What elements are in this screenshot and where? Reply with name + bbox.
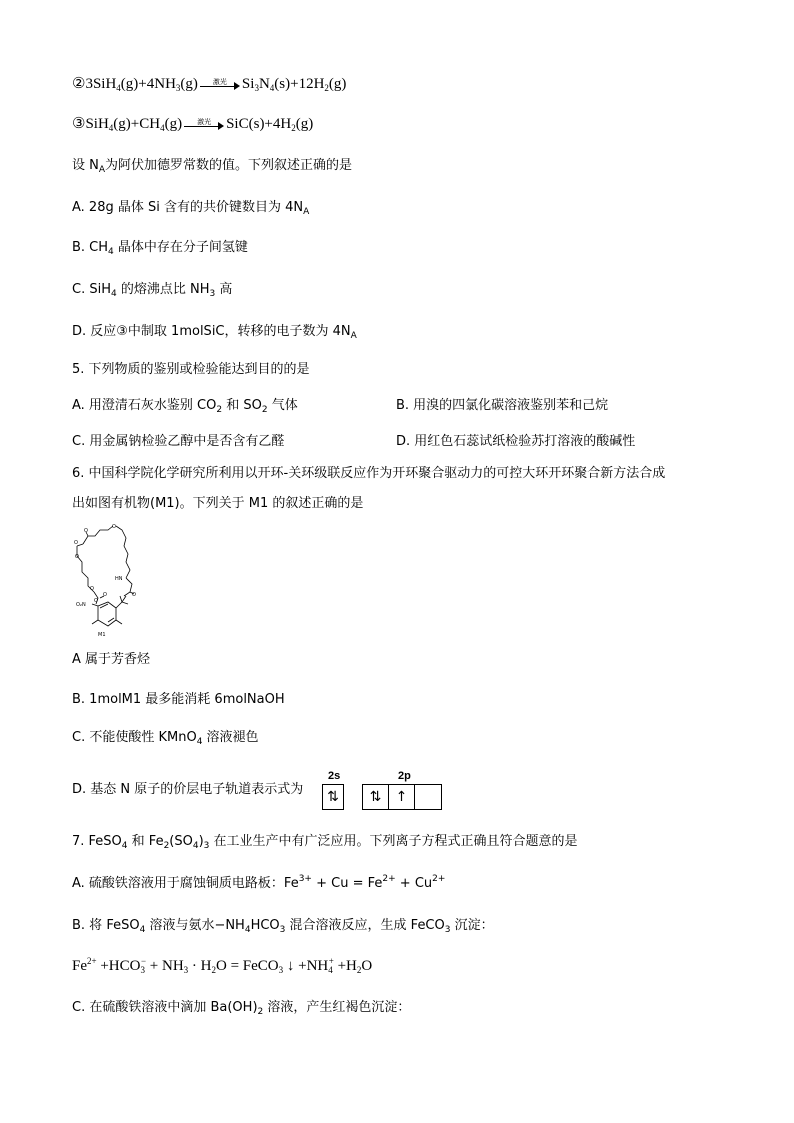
spin-pair-icon: ⇅ [327,789,339,805]
q4-stem [72,156,352,176]
text: 混合溶液反应，生成 FeCO [285,918,445,933]
q6-option-a [72,650,150,670]
spin-pair-icon: ⇅ [363,785,389,809]
sub: 4 [108,123,114,133]
text: + NH [146,958,184,974]
text: A. 28g 晶体 Si 含有的共价键数目为 4N [72,200,304,215]
eq2-text: (g) [180,76,198,92]
eq3-text: SiC(s)+4H [226,116,292,132]
sub: 3 [278,965,284,975]
q6-option-c [72,728,259,748]
svg-text:O: O [112,524,116,530]
eq2-text: (s)+12H [274,76,325,92]
q6-option-b [72,690,285,710]
text: A. 硫酸铁溶液用于腐蚀铜质电路板：Fe [72,876,299,891]
sub: 4 [110,289,117,299]
reaction-condition: 激光 [212,77,227,86]
sub: 4 [244,925,251,935]
text: 在工业生产中有广泛应用。下列离子方程式正确且符合题意的是 [209,834,578,849]
text: A 属于芳香烃 [72,652,151,667]
sub: A [303,207,310,217]
text: 的熔沸点比 NH [116,282,210,297]
text: ↓ +NH [283,958,329,974]
sub: A [350,331,357,341]
sub: 3 [140,965,145,975]
sub: 2 [356,965,362,975]
sub: 4 [108,247,114,257]
sub: 3 [203,841,210,851]
sub: 3 [279,925,286,935]
sub: 2 [291,123,296,133]
text: D. 反应③中制取 1molSiC，转移的电子数为 4N [72,324,351,339]
svg-text:O: O [84,528,88,534]
sub: 4 [328,965,333,975]
q4-option-a [72,198,309,218]
text: 设 N [72,158,99,173]
text: B. 1molM1 最多能消耗 6molNaOH [72,692,285,707]
sup: 2+ [382,874,396,884]
text: HCO [250,918,280,933]
text: +HCO [96,958,141,974]
text: 和 Fe [127,834,164,849]
text: D. 基态 N 原子的价层电子轨道表示式为 [72,782,304,797]
sub: 3 [444,925,451,935]
text: + Cu = Fe [311,876,383,891]
text: ) [198,834,204,849]
orbital-2s-label: 2s [328,770,341,782]
q5-stem [72,360,310,380]
mol-label: M1 [98,632,106,638]
q4-option-d [72,322,357,342]
text: 为阿伏加德罗常数的值。下列叙述正确的是 [105,158,353,173]
q6-stem-line1 [72,464,665,484]
text: 溶液褪色 [202,730,259,745]
orbital-2s-box [322,784,344,810]
sub: 4 [121,841,128,851]
mol-no2-label: O₂N [76,602,86,608]
sup: 2+ [87,956,97,966]
molecule-m1-structure [68,522,148,640]
eq2-text: ②3SiH [72,76,117,92]
text: 6. 中国科学院化学研究所利用以开环-关环级联反应作为开环聚合驱动力的可控大环开环聚合新方法合成 [72,466,666,481]
q6-stem-line2 [72,494,363,514]
eq3-text: (g)+CH [113,116,161,132]
text: 5. 下列物质的鉴别或检验能达到目的的是 [72,362,310,377]
sub: 4 [196,737,203,747]
sub: 4 [116,83,121,93]
text: D. 用红色石蕊试纸检验苏打溶液的酸碱性 [396,434,636,449]
orbital-2p-label: 2p [398,770,411,782]
sub: 3 [175,83,181,93]
text: B. 用溴的四氯化碳溶液鉴别苯和己烷 [396,398,609,413]
sub: 2 [211,965,216,975]
q5-option-d [396,432,635,452]
orbital-2p-box [362,784,442,810]
text: (SO [169,834,193,849]
q5-option-c [72,432,284,452]
sub: 4 [269,83,275,93]
spin-up-icon: ↑ [389,785,415,809]
text: O [361,958,373,974]
sub: 3 [254,83,259,93]
text: 高 [215,282,233,297]
q5-option-b [396,396,608,416]
reaction-arrow [200,77,240,90]
q6-option-d [72,780,303,800]
eq2-text: (g) [328,76,347,92]
text: C. 在硫酸铁溶液中滴加 Ba(OH) [72,1000,258,1015]
text: C. 用金属钠检验乙醇中是否含有乙醛 [72,434,285,449]
orbital-diagram [318,770,448,812]
svg-text:O: O [103,592,107,598]
text: +H [333,958,357,974]
q7-option-b-equation [72,956,372,976]
svg-text:O: O [90,586,94,592]
eq2-text: (g)+4NH [120,76,176,92]
text: O = FeCO [216,958,279,974]
text: Fe [72,958,87,974]
sup: 2+ [432,874,446,884]
q7-stem [72,832,578,852]
text: C. SiH [72,282,111,297]
eq3-text: (g) [164,116,183,132]
text: A. 用澄清石灰水鉴别 CO [72,398,217,413]
empty-orbital [415,785,440,809]
text: 沉淀： [450,918,494,933]
q5-option-a [72,396,298,416]
text: B. CH [72,240,109,255]
svg-text:O: O [74,540,78,546]
eq3-text: (g) [295,116,314,132]
text: 溶液，产生红褐色沉淀： [263,1000,411,1015]
q7-option-a [72,874,445,894]
reaction-arrow [184,117,224,130]
text: 晶体中存在分子间氢键 [113,240,248,255]
svg-text:O: O [75,554,79,560]
sub: 2 [216,405,223,415]
eq3-text: ③SiH [72,116,109,132]
eq2-text: N [258,76,270,92]
text: · H [188,958,212,974]
sub: 2 [257,1007,264,1017]
text: 和 SO [222,398,262,413]
sub: 3 [209,289,216,299]
sub: 4 [192,841,199,851]
svg-text:O: O [94,598,98,604]
text: 气体 [267,398,298,413]
sub: 2 [324,83,329,93]
sup: + [328,956,334,966]
sub: 4 [139,925,146,935]
q4-option-b [72,238,248,258]
equation-3 [72,114,313,134]
text: + Cu [395,876,433,891]
text: 溶液与氨水−NH [145,918,245,933]
text: 7. FeSO [72,834,122,849]
sub: A [98,165,106,175]
sub: 3 [183,965,189,975]
sub: 2 [261,405,268,415]
q7-option-b [72,916,494,936]
sup: 3+ [298,874,312,884]
q7-option-c [72,998,410,1018]
reaction-condition: 激光 [197,117,212,126]
q4-option-c [72,280,232,300]
eq2-text: Si [241,76,255,92]
svg-text:O: O [132,592,136,598]
sup: − [140,956,147,966]
sub: 2 [163,841,170,851]
mol-nh-label: HN [115,576,123,582]
equation-2 [72,74,346,94]
text: 出如图有机物(M1)。下列关于 M1 的叙述正确的是 [72,496,364,511]
sub: 4 [160,123,165,133]
text: B. 将 FeSO [72,918,140,933]
text: C. 不能使酸性 KMnO [72,730,197,745]
